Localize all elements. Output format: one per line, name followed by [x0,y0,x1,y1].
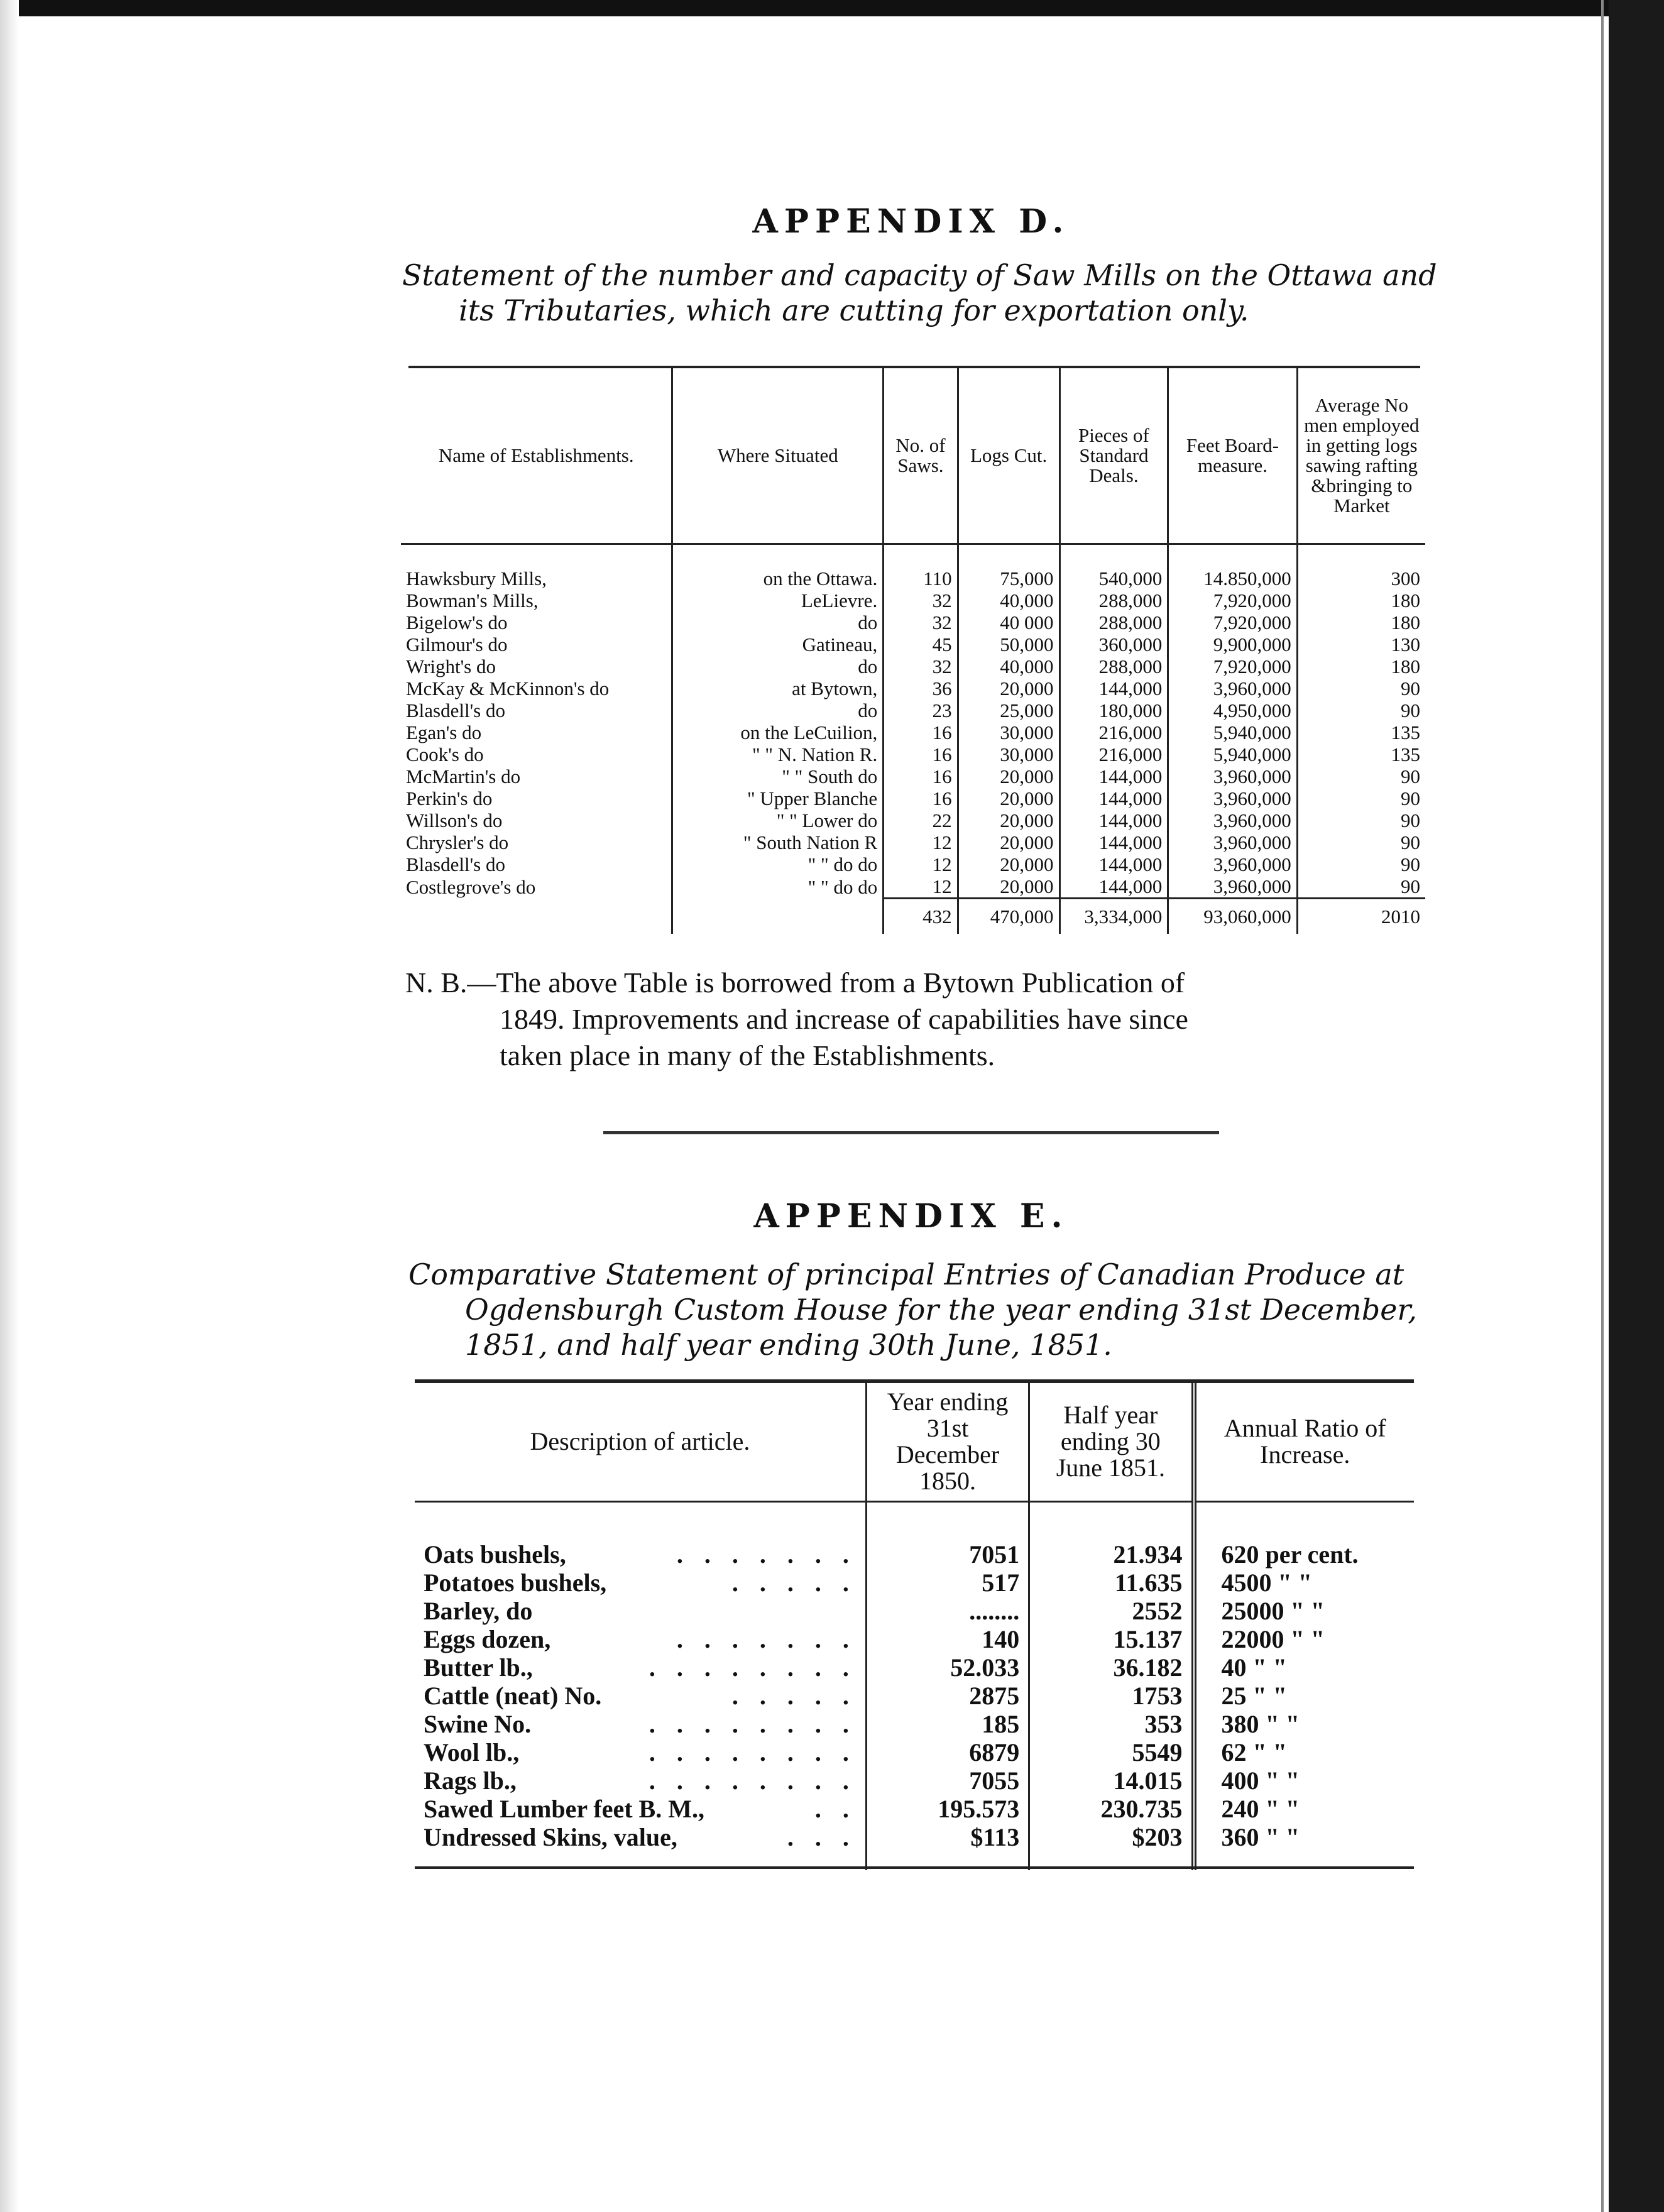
saw-mill-logs: 40,000 [958,589,1059,611]
saw-mill-logs: 20,000 [958,787,1059,809]
scan-left-shade [0,0,19,2212]
produce-article [415,1738,866,1766]
produce-header-row [415,1382,1414,1502]
saw-mill-total-name [401,899,672,934]
produce-half-1851: 14.015 [1029,1766,1194,1795]
saw-mill-deals: 360,000 [1059,633,1168,655]
nb-line1: N. B.—The above Table is borrowed from a Bytown Publication of [405,966,1185,999]
appendix-d-statement [402,258,1470,328]
produce-year-1850: 52.033 [866,1653,1029,1682]
produce-row [415,1766,1414,1795]
saw-mill-saws: 32 [884,589,958,611]
saw-mill-deals: 288,000 [1059,655,1168,677]
produce-row [415,1625,1414,1653]
produce-leader-dots: . . . . . . . . [649,1766,857,1795]
saw-mill-logs: 40,000 [958,655,1059,677]
saw-mill-place: do [672,699,884,721]
saw-mill-row [401,853,1425,875]
saw-mill-deals: 216,000 [1059,721,1168,743]
saw-mill-deals: 144,000 [1059,875,1168,899]
produce-article [415,1823,866,1870]
saw-mill-feet: 14.850,000 [1168,544,1297,590]
saw-mill-feet: 3,960,000 [1168,677,1297,699]
saw-mill-place: on the LeCuilion, [672,721,884,743]
saw-mill-men: 180 [1297,589,1425,611]
saw-mill-logs: 20,000 [958,853,1059,875]
produce-leader-dots: . . . . . [731,1682,857,1710]
header-deals: Pieces of Standard Deals. [1059,368,1168,544]
produce-ratio: 240 " " [1194,1795,1414,1823]
saw-mill-row [401,611,1425,633]
produce-year-1850: 517 [866,1569,1029,1597]
saw-mill-total-men: 2010 [1297,899,1425,934]
saw-mill-saws: 45 [884,633,958,655]
produce-year-1850: 6879 [866,1738,1029,1766]
saw-mill-logs: 30,000 [958,721,1059,743]
saw-mill-totals-row [401,899,1425,934]
appendix-e-title: APPENDIX E. [753,1197,1069,1235]
saw-mill-feet: 7,920,000 [1168,589,1297,611]
nb-note [405,965,1442,1074]
saw-mill-feet: 3,960,000 [1168,875,1297,899]
produce-ratio: 22000 " " [1194,1625,1414,1653]
appendix-d-statement-line2: its Tributaries, which are cutting for exportation only. [459,293,1249,327]
saw-mill-name: Wright's do [406,655,496,677]
produce-row [415,1710,1414,1738]
produce-year-1850: 2875 [866,1682,1029,1710]
header-logs: Logs Cut. [958,368,1059,544]
produce-article-name: Undressed Skins, value, [424,1823,677,1851]
saw-mill-name: Gilmour's do [406,633,508,655]
produce-year-1850: 140 [866,1625,1029,1653]
saw-mill-name: Bowman's Mills, [406,589,539,611]
produce-half-1851: 36.182 [1029,1653,1194,1682]
produce-half-1851: 230.735 [1029,1795,1194,1823]
saw-mill-place: on the Ottawa. [672,544,884,590]
produce-row [415,1502,1414,1569]
produce-ratio: 25000 " " [1194,1597,1414,1625]
saw-mill-saws: 12 [884,831,958,853]
produce-leader-dots: . . . [787,1823,857,1851]
saw-mill-saws: 12 [884,853,958,875]
produce-ratio: 380 " " [1194,1710,1414,1738]
produce-article-name: Barley, do [424,1597,533,1625]
saw-mill-place: Gatineau, [672,633,884,655]
produce-year-1850: ........ [866,1597,1029,1625]
produce-row [415,1795,1414,1823]
saw-mill-name: Blasdell's do [406,853,505,875]
produce-row [415,1738,1414,1766]
produce-half-1851: 1753 [1029,1682,1194,1710]
produce-row [415,1653,1414,1682]
saw-mill-feet: 5,940,000 [1168,743,1297,765]
saw-mill-row [401,787,1425,809]
saw-mill-saws: 23 [884,699,958,721]
saw-mill-deals: 180,000 [1059,699,1168,721]
produce-year-1850: $113 [866,1823,1029,1870]
scan-right-border [1609,0,1664,2212]
header-feet: Feet Board-measure. [1168,368,1297,544]
saw-mill-row [401,699,1425,721]
saw-mill-logs: 20,000 [958,875,1059,899]
produce-year-1850: 7055 [866,1766,1029,1795]
saw-mill-logs: 40 000 [958,611,1059,633]
saw-mill-name: Costlegrove's do [406,875,536,898]
saw-mill-logs: 50,000 [958,633,1059,655]
produce-ratio: 4500 " " [1194,1569,1414,1597]
produce-article-name: Rags lb., [424,1766,517,1795]
header-saws: No. of Saws. [884,368,958,544]
produce-article-name: Oats bushels, [424,1540,566,1569]
produce-row [415,1597,1414,1625]
nb-line3: taken place in many of the Establishments. [500,1039,995,1071]
produce-leader-dots: . . . . . . . . [649,1738,857,1766]
produce-article-name: Sawed Lumber feet B. M., [424,1795,704,1823]
produce-article-name: Swine No. [424,1710,532,1738]
produce-row [415,1823,1414,1870]
produce-leader-dots: . . . . . . . . [649,1710,857,1738]
saw-mills-table [401,368,1425,934]
produce-half-1851: 21.934 [1029,1502,1194,1569]
saw-mill-deals: 144,000 [1059,831,1168,853]
saw-mill-feet: 7,920,000 [1168,655,1297,677]
produce-ratio: 40 " " [1194,1653,1414,1682]
saw-mill-row [401,809,1425,831]
produce-year-1850: 185 [866,1710,1029,1738]
produce-article [415,1653,866,1682]
saw-mill-total-saws: 432 [884,899,958,934]
saw-mill-name: Egan's do [406,721,482,743]
produce-article [415,1625,866,1653]
saw-mill-place: " " N. Nation R. [672,743,884,765]
saw-mill-name: Blasdell's do [406,699,505,721]
saw-mill-saws: 36 [884,677,958,699]
produce-article [415,1502,866,1569]
produce-leader-dots: . . [814,1795,857,1823]
saw-mill-men: 90 [1297,765,1425,787]
saw-mill-saws: 32 [884,655,958,677]
produce-article [415,1795,866,1823]
produce-leader-dots: . . . . . . . [676,1540,857,1569]
saw-mill-place: " " do do [672,853,884,875]
saw-mill-men: 135 [1297,743,1425,765]
saw-mill-row [401,875,1425,899]
saw-mill-deals: 288,000 [1059,589,1168,611]
saw-mill-feet: 9,900,000 [1168,633,1297,655]
produce-ratio: 400 " " [1194,1766,1414,1795]
saw-mill-saws: 16 [884,787,958,809]
saw-mill-place: " Upper Blanche [672,787,884,809]
produce-table [415,1382,1414,1870]
produce-half-1851: 15.137 [1029,1625,1194,1653]
saw-mill-logs: 75,000 [958,544,1059,590]
header-name: Name of Establishments. [401,368,672,544]
saw-mill-row [401,743,1425,765]
produce-year-1850: 195.573 [866,1795,1029,1823]
saw-mill-place: " " South do [672,765,884,787]
saw-mill-feet: 3,960,000 [1168,809,1297,831]
produce-half-1851: 5549 [1029,1738,1194,1766]
produce-article [415,1710,866,1738]
saw-mill-deals: 540,000 [1059,544,1168,590]
saw-mill-name: Cook's do [406,743,484,765]
produce-half-1851: 11.635 [1029,1569,1194,1597]
saw-mill-saws: 16 [884,765,958,787]
produce-article-name: Butter lb., [424,1653,533,1682]
saw-mill-feet: 3,960,000 [1168,765,1297,787]
appendix-e-statement-line3: 1851, and half year ending 30th June, 1851. [465,1328,1112,1362]
saw-mill-row [401,655,1425,677]
header-article: Description of article. [415,1382,866,1502]
produce-article [415,1569,866,1597]
saw-mill-men: 90 [1297,809,1425,831]
saw-mill-men: 180 [1297,655,1425,677]
saw-mill-logs: 30,000 [958,743,1059,765]
produce-article [415,1597,866,1625]
produce-leader-dots: . . . . . . . . [649,1653,857,1682]
saw-mill-men: 90 [1297,677,1425,699]
saw-mill-logs: 25,000 [958,699,1059,721]
saw-mill-total-deals: 3,334,000 [1059,899,1168,934]
saw-mill-deals: 216,000 [1059,743,1168,765]
saw-mill-deals: 144,000 [1059,765,1168,787]
produce-ratio: 62 " " [1194,1738,1414,1766]
saw-mill-logs: 20,000 [958,809,1059,831]
produce-article [415,1766,866,1795]
produce-half-1851: 353 [1029,1710,1194,1738]
saw-mill-feet: 4,950,000 [1168,699,1297,721]
saw-mill-feet: 3,960,000 [1168,853,1297,875]
saw-mill-saws: 32 [884,611,958,633]
saw-mill-saws: 12 [884,875,958,899]
saw-mill-men: 90 [1297,699,1425,721]
produce-article-name: Wool lb., [424,1738,520,1766]
produce-article [415,1682,866,1710]
saw-mills-header-row [401,368,1425,544]
saw-mill-deals: 288,000 [1059,611,1168,633]
header-half-1851: Half year ending 30 June 1851. [1029,1382,1194,1502]
header-where: Where Situated [672,368,884,544]
saw-mill-place: do [672,611,884,633]
header-year-1850: Year ending 31st December 1850. [866,1382,1029,1502]
produce-ratio: 25 " " [1194,1682,1414,1710]
appendix-e-statement-line1: Comparative Statement of principal Entries of Canadian Produce at [408,1257,1404,1291]
saw-mill-place: " " Lower do [672,809,884,831]
saw-mill-saws: 16 [884,721,958,743]
saw-mill-row [401,831,1425,853]
produce-half-1851: 2552 [1029,1597,1194,1625]
saw-mill-men: 90 [1297,831,1425,853]
saw-mill-logs: 20,000 [958,677,1059,699]
saw-mill-men: 300 [1297,544,1425,590]
produce-article-name: Potatoes bushels, [424,1569,607,1597]
appendix-e-statement-line2: Ogdensburgh Custom House for the year ending 31st December, [465,1293,1417,1327]
section-divider [603,1131,1219,1134]
produce-leader-dots: . . . . . [731,1569,857,1597]
document-page [75,0,1571,2212]
saw-mill-men: 90 [1297,853,1425,875]
saw-mill-total-logs: 470,000 [958,899,1059,934]
saw-mill-deals: 144,000 [1059,787,1168,809]
saw-mill-men: 135 [1297,721,1425,743]
saw-mill-place: " South Nation R [672,831,884,853]
saw-mill-deals: 144,000 [1059,853,1168,875]
produce-year-1850: 7051 [866,1502,1029,1569]
saw-mill-men: 180 [1297,611,1425,633]
produce-ratio: 360 " " [1194,1823,1414,1870]
scan-right-line [1601,0,1604,2212]
saw-mill-name: Perkin's do [406,787,493,809]
appendix-e-statement [408,1257,1477,1362]
produce-article-name: Eggs dozen, [424,1625,551,1653]
saw-mill-name: Chrysler's do [406,831,509,853]
produce-ratio: 620 per cent. [1194,1502,1414,1569]
produce-half-1851: $203 [1029,1823,1194,1870]
saw-mill-place: at Bytown, [672,677,884,699]
saw-mill-place: LeLievre. [672,589,884,611]
saw-mill-deals: 144,000 [1059,809,1168,831]
saw-mill-logs: 20,000 [958,831,1059,853]
saw-mill-name: Bigelow's do [406,611,508,633]
saw-mill-row [401,589,1425,611]
saw-mill-row [401,765,1425,787]
saw-mill-name: Hawksbury Mills, [406,567,547,589]
header-ratio: Annual Ratio of Increase. [1194,1382,1414,1502]
saw-mill-row [401,633,1425,655]
nb-line2: 1849. Improvements and increase of capabilities have since [500,1003,1188,1035]
saw-mill-feet: 3,960,000 [1168,831,1297,853]
saw-mill-feet: 7,920,000 [1168,611,1297,633]
appendix-d-statement-line1: Statement of the number and capacity of Saw Mills on the Ottawa and [402,258,1437,292]
saw-mill-men: 90 [1297,875,1425,899]
appendix-e-bottom-rule [415,1866,1414,1869]
saw-mill-row [401,677,1425,699]
saw-mill-row [401,721,1425,743]
saw-mill-total-feet: 93,060,000 [1168,899,1297,934]
produce-row [415,1682,1414,1710]
produce-row [415,1569,1414,1597]
produce-leader-dots: . . . . . . . [676,1625,857,1653]
header-men: Average No men employed in getting logs sawing rafting &bringing to Market [1297,368,1425,544]
saw-mill-deals: 144,000 [1059,677,1168,699]
appendix-d-title: APPENDIX D. [752,202,1070,241]
saw-mill-row [401,544,1425,590]
saw-mill-feet: 5,940,000 [1168,721,1297,743]
saw-mill-men: 130 [1297,633,1425,655]
saw-mill-saws: 22 [884,809,958,831]
saw-mill-name: McKay & McKinnon's do [406,677,610,699]
saw-mill-saws: 16 [884,743,958,765]
saw-mill-total-place [672,899,884,934]
saw-mill-feet: 3,960,000 [1168,787,1297,809]
saw-mill-name: McMartin's do [406,765,521,787]
saw-mill-saws: 110 [884,544,958,590]
saw-mill-place: do [672,655,884,677]
produce-article-name: Cattle (neat) No. [424,1682,602,1710]
saw-mill-place: " " do do [672,875,884,899]
saw-mill-logs: 20,000 [958,765,1059,787]
saw-mill-men: 90 [1297,787,1425,809]
saw-mill-name: Willson's do [406,809,503,831]
